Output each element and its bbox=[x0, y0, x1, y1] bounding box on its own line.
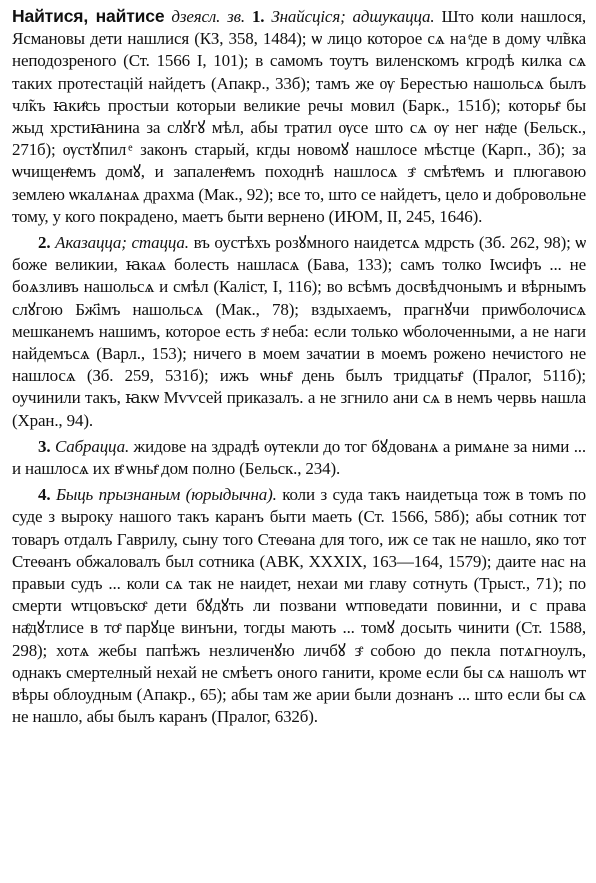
sense-4 bbox=[12, 484, 586, 728]
sense-text: жидове на здрадѣ ѹтекли до тог бꙋдованѧ а римѧне за ними ... и нашлосѧ их вͤ ѡныͤ дом полно (Бельск., 234). bbox=[12, 436, 586, 479]
sense-text: коли з суда такъ наидетьца тож в томъ по суде з выроку нашого такъ каранъ быти маеть (Ст. 1566, 58б); абы сотник тот товаръ отдалъ Гаврилу, сыну того Стеѳана для того, иж се так не нашло, яко тот Стеѳанъ обжаловалъ был сотника (АВК, XXXIX, 163—164, 1579); даите нас на правыи судъ ... коли сѧ так не наидет, нехаи ми главу сотнуть (Трыст., 71); по смерти ѡтцовъскоͤ дети бꙋдꙋть ли позвани ѡтповедати повинни, и с права наͤдꙋтлисе в тоͤ парꙋце винъни, тогды мають ... томꙋ досыть чинити (Ст. 1588, 298); хотѧ жебы папѣжъ незличенꙋю личбꙋ зͤ собою до пекла потѧгноулъ, однакъ смертелный нехай не смѣетъ оного ганити, кроме если бы сѧ нашолъ ѡт вѣры облоудным (Апакр., 65); абы там же арии были дознанъ ... што если бы сѧ не нашло, абы былъ каранъ (Пралог, 632б). bbox=[12, 485, 586, 727]
dictionary-entry bbox=[12, 5, 586, 228]
sense-number: 2. bbox=[38, 233, 51, 253]
sense-gloss: Быць прызнаным (юрыдычна). bbox=[55, 485, 277, 505]
sense-text: Што коли нашлося, Ясмановы дети нашлися (КЗ, 358, 1484); ѡ лицо которое сѧ на ͤде в дому чл̃вка неподозреного (Ст. 1566 І, 101); в самомъ тоутъ виленскомъ кгродѣ килка сѧ таких протестацій найдетъ (Апакр., 33б); тамъ же ѹ Берестью нашольсѧ былъ чл̃къ ꙗкиͤсь простыи которыи великие речы мовил (Барк., 151б); которыͤ бы жыд хрстиꙗнина за слꙋгꙋ мѣл, абы тратил ѹсе што сѧ ѹ нег наͤде (Бельск., 271б); ѹстꙋпил ͤ законъ старый, кгды новомꙋ нашлосе мѣстце (Карп., 3б); за ѡчищенͤемъ домꙋ, и запаленͤемъ походнѣ нашлосѧ зͤ смѣтͤемъ и плюгавою землею ѡкалѧнаѧ драхма (Мак., 92); все то, што се найдетъ, цело и добровольне тому, у кого покрадено, маетъ быти вернено (ИЮМ, II, 245, 1646). bbox=[12, 7, 586, 226]
headword: Найтися, найтисе bbox=[12, 6, 165, 26]
sense-gloss: Знайсціся; адшукацца. bbox=[271, 7, 435, 26]
sense-gloss: Аказацца; стацца. bbox=[55, 233, 189, 253]
sense-3 bbox=[12, 436, 586, 480]
sense-number: 1. bbox=[251, 7, 265, 26]
grammar-label: дзеясл. зв. bbox=[171, 7, 245, 26]
sense-gloss: Сабрацца. bbox=[54, 436, 130, 456]
sense-2 bbox=[12, 232, 586, 432]
sense-number: 4. bbox=[38, 485, 51, 505]
sense-text: въ оустѣхъ розꙋмного наидетсѧ мдрсть (Зб. 262, 98); ѡ боже великии, ꙗкаѧ болесть нашласѧ (Бава, 133); самъ толко Іѡсифъ ... не боѧзливъ нашольсѧ и смѣл (Каліст, I, 116); во всѣмъ досвѣдчонымъ и вѣрнымъ слꙋгою Бж҃імъ нашольсѧ (Мак., 78); вздыхаемъ, прагнꙋчи приѡболочисѧ мешканемъ нашимъ, которое есть зͤ неба: если только ѡболоченными, а не наги найдемъсѧ (Варл., 153); ничего в моем зачатии в моемъ рожено нечистого не нашлосѧ (Зб. 259, 531б); ижъ ѡныͤ день былъ тридцатыͤ (Пралог, 511б); оучинили такъ, ꙗкѡ Мѵѵсей приказалъ. а не згнило ани сѧ в немъ червь нашла (Хран., 94). bbox=[12, 233, 586, 430]
sense-number: 3. bbox=[38, 436, 51, 456]
